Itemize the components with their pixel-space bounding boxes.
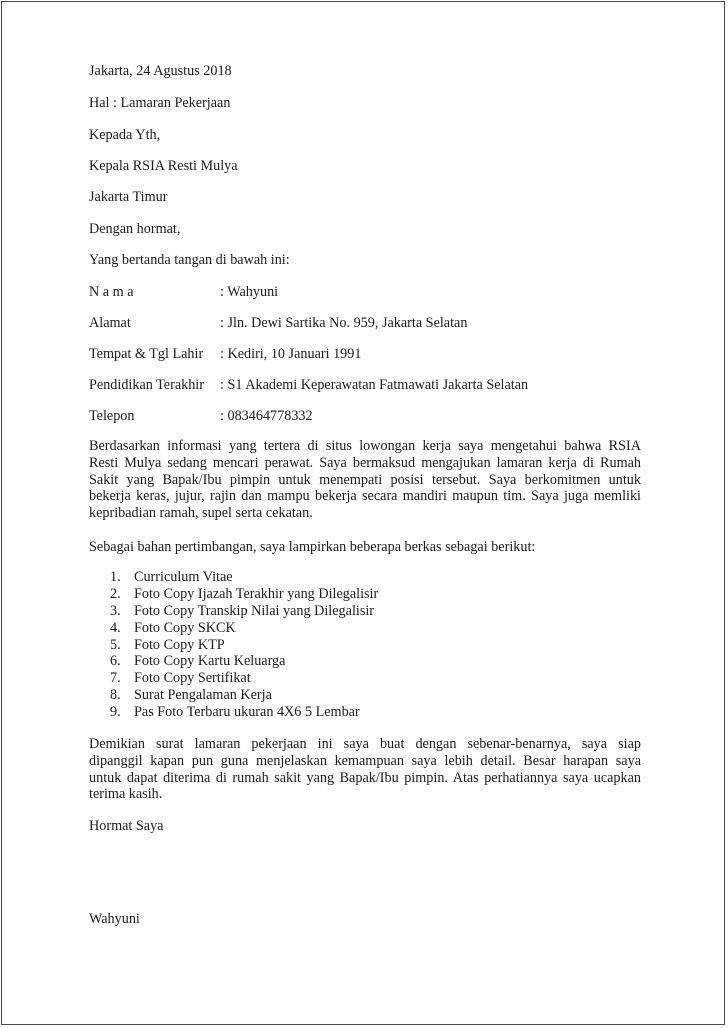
- field-label-birth: Tempat & Tgl Lahir: [89, 346, 204, 362]
- field-value-name: : Wahyuni: [220, 284, 279, 300]
- list-item-text: Foto Copy Sertifikat: [134, 670, 251, 687]
- sign-off: Hormat Saya: [89, 818, 164, 834]
- list-item-number: 1.: [110, 569, 121, 585]
- recipient-name: Kepala RSIA Resti Mulya: [89, 158, 238, 174]
- field-label-phone: Telepon: [89, 408, 135, 424]
- attachments-list: [110, 569, 378, 721]
- list-item-number: 6.: [110, 653, 121, 670]
- intro-line: Yang bertanda tangan di bawah ini:: [89, 252, 290, 268]
- salutation-to: Kepada Yth,: [89, 127, 161, 143]
- list-item-number: 9.: [110, 704, 121, 721]
- body-paragraph-line: bekerja keras, jujur, rajin dan mampu bekerja secara mandiri maupun tim. Saya juga memliki: [89, 488, 641, 505]
- field-value-phone: : 083464778332: [220, 408, 313, 424]
- list-item-text: Foto Copy Ijazah Terakhir yang Dilegalisir: [134, 585, 379, 602]
- attachments-intro: Sebagai bahan pertimbangan, saya lampirkan beberapa berkas sebagai berikut:: [89, 539, 536, 555]
- list-item-text: Foto Copy SKCK: [134, 619, 236, 636]
- list-item-text: Foto Copy Transkip Nilai yang Dilegalisir: [134, 602, 375, 619]
- field-value-education: : S1 Akademi Keperawatan Fatmawati Jakarta Selatan: [220, 377, 529, 393]
- list-item-number: 2.: [110, 585, 121, 602]
- list-item: [110, 569, 378, 586]
- list-item-number: 8.: [110, 687, 121, 704]
- list-item: [110, 603, 378, 620]
- greeting: Dengan hormat,: [89, 221, 181, 237]
- field-label-name: N a m a: [89, 284, 134, 300]
- field-value-birth: : Kediri, 10 Januari 1991: [220, 346, 362, 362]
- list-item: [110, 653, 378, 670]
- list-item-number: 3.: [110, 602, 121, 619]
- closing-paragraph-line: terima kasih.: [89, 786, 163, 803]
- list-item-text: Curriculum Vitae: [134, 569, 233, 585]
- closing-paragraph-line: untuk dapat diterima di rumah sakit yang Bapak/Ibu pimpin. Atas perhatiannya saya ucapkan: [89, 769, 641, 786]
- list-item: [110, 620, 378, 637]
- field-label-education: Pendidikan Terakhir: [89, 377, 204, 393]
- field-value-address: : Jln. Dewi Sartika No. 959, Jakarta Selatan: [220, 315, 468, 331]
- list-item-text: Foto Copy KTP: [134, 636, 225, 653]
- closing-paragraph-line: dipanggil kapan pun guna menjelaskan kemampuan saya lebih detail. Besar harapan saya: [89, 752, 641, 769]
- body-paragraph: [89, 438, 641, 522]
- body-paragraph-line: Berdasarkan informasi yang tertera di situs lowongan kerja saya mengetahui bahwa RSIA: [89, 438, 641, 454]
- list-item-number: 7.: [110, 670, 121, 687]
- body-paragraph-line: Sakit yang Bapak/Ibu pimpin untuk menempati posisi tersebut. Saya berkomitmen untuk: [89, 471, 641, 488]
- body-paragraph-line: kepribadian ramah, supel serta cekatan.: [89, 505, 313, 522]
- body-paragraph-line: Resti Mulya sedang mencari perawat. Saya bermaksud mengajukan lamaran kerja di Rumah: [89, 454, 641, 471]
- closing-paragraph-line: Demikian surat lamaran pekerjaan ini saya buat dengan sebenar-benarnya, saya siap: [89, 736, 641, 752]
- list-item: [110, 704, 378, 721]
- list-item: [110, 687, 378, 704]
- list-item-number: 4.: [110, 619, 121, 636]
- recipient-city: Jakarta Timur: [89, 189, 168, 205]
- letter-date: Jakarta, 24 Agustus 2018: [89, 63, 232, 79]
- list-item-text: Foto Copy Kartu Keluarga: [134, 653, 286, 670]
- letter-subject: Hal : Lamaran Pekerjaan: [89, 95, 231, 111]
- list-item-text: Pas Foto Terbaru ukuran 4X6 5 Lembar: [134, 704, 360, 721]
- list-item: [110, 637, 378, 654]
- closing-paragraph: [89, 736, 641, 803]
- list-item-number: 5.: [110, 636, 121, 653]
- field-label-address: Alamat: [89, 315, 131, 331]
- list-item: [110, 670, 378, 687]
- signature-name: Wahyuni: [89, 911, 140, 927]
- list-item-text: Surat Pengalaman Kerja: [134, 687, 272, 704]
- list-item: [110, 586, 378, 603]
